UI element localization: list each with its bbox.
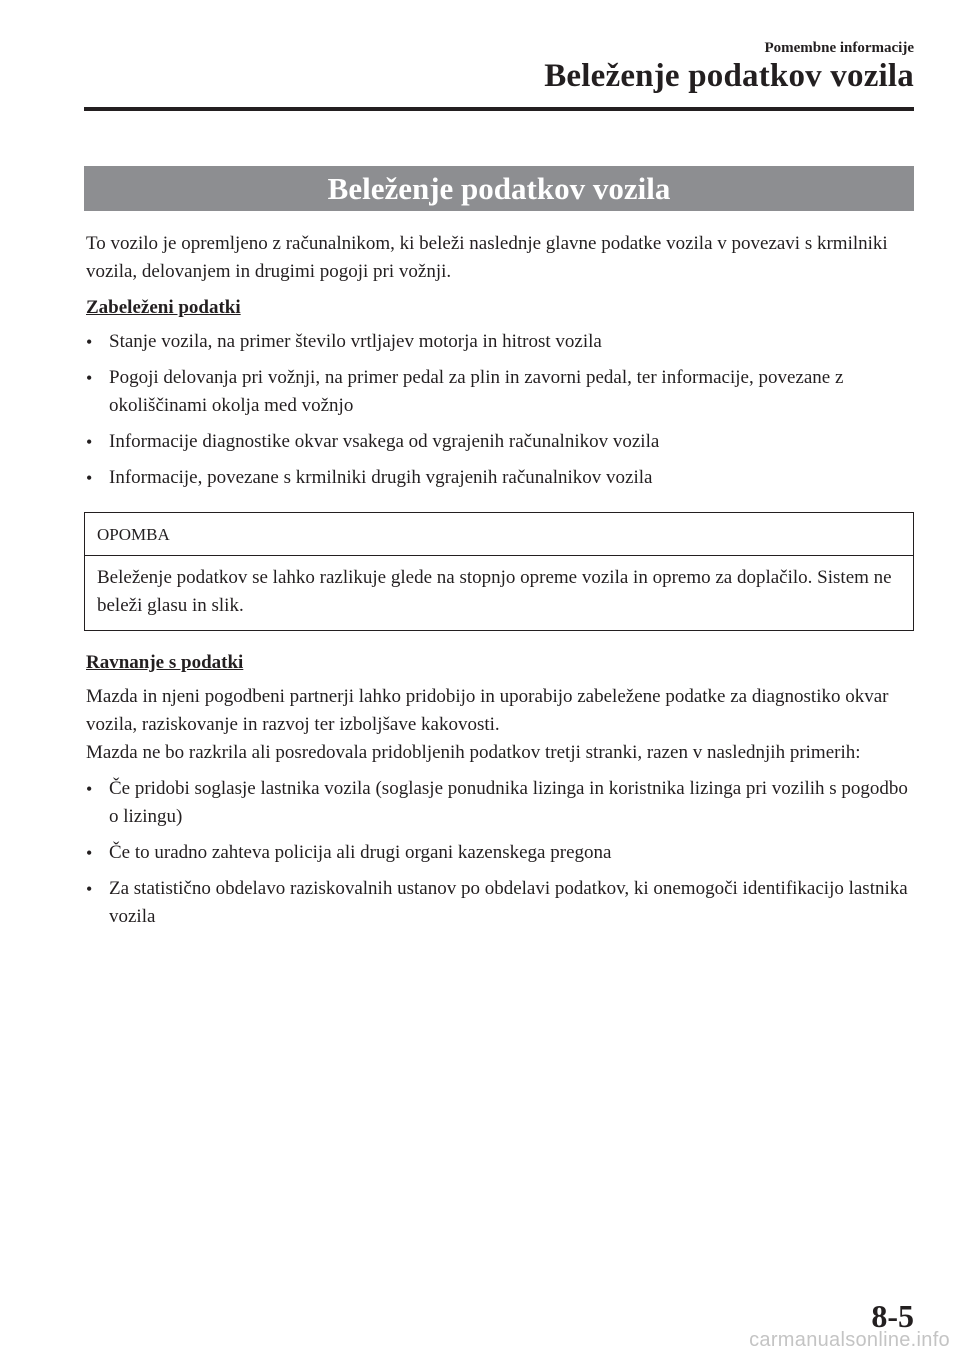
section-label: Pomembne informacije bbox=[764, 40, 914, 56]
bullet-icon: • bbox=[86, 432, 93, 452]
bullet-icon: • bbox=[86, 368, 93, 388]
data-handling-heading: Ravnanje s podatki bbox=[86, 652, 244, 673]
content-body bbox=[86, 230, 912, 939]
bullet-icon: • bbox=[86, 779, 93, 799]
list-item-text: Za statistično obdelavo raziskovalnih ustanov po obdelavi podatkov, ki onemogoči identifikacijo lastnika vozila bbox=[109, 878, 908, 927]
list-item-text: Informacije, povezane s krmilniki drugih vgrajenih računalnikov vozila bbox=[109, 467, 653, 488]
header-divider bbox=[84, 107, 914, 111]
note-text: Beleženje podatkov se lahko razlikuje glede na stopnjo opreme vozila in opremo za doplačilo. Sistem ne beleži glasu in slik. bbox=[97, 567, 892, 616]
list-item bbox=[86, 775, 912, 831]
bullet-icon: • bbox=[86, 879, 93, 899]
intro-paragraph: To vozilo je opremljeno z računalnikom, ki beleži naslednje glavne podatke vozila v povezavi s krmilniki vozila, delovanjem in drugimi pogoji pri vožnji. bbox=[86, 233, 888, 282]
page-title: Beleženje podatkov vozila bbox=[544, 58, 914, 94]
list-item-text: Informacije diagnostike okvar vsakega od vgrajenih računalnikov vozila bbox=[109, 431, 660, 452]
list-item bbox=[86, 328, 912, 356]
recorded-data-list bbox=[86, 328, 912, 492]
note-box bbox=[84, 512, 914, 631]
watermark: carmanualsonline.info bbox=[749, 1329, 950, 1351]
note-label: OPOMBA bbox=[85, 513, 913, 556]
list-item-text: Pogoji delovanja pri vožnji, na primer pedal za plin in zavorni pedal, ter informacije, povezane z okoliščinami okolja med vožnjo bbox=[109, 367, 844, 416]
bullet-icon: • bbox=[86, 332, 93, 352]
list-item-text: Stanje vozila, na primer število vrtljajev motorja in hitrost vozila bbox=[109, 331, 602, 352]
page-number: 8-5 bbox=[871, 1298, 914, 1334]
banner-title: Beleženje podatkov vozila bbox=[327, 170, 671, 206]
list-item-text: Če pridobi soglasje lastnika vozila (soglasje ponudnika lizinga in koristnika lizinga pri vozilih s pogodbo o lizingu) bbox=[109, 778, 908, 827]
bullet-icon: • bbox=[86, 468, 93, 488]
list-item-text: Če to uradno zahteva policija ali drugi organi kazenskega pregona bbox=[109, 842, 612, 863]
list-item bbox=[86, 839, 912, 867]
recorded-data-heading: Zabeleženi podatki bbox=[86, 297, 241, 318]
disclosure-exceptions-list bbox=[86, 775, 912, 931]
list-item bbox=[86, 428, 912, 456]
list-item bbox=[86, 875, 912, 931]
list-item bbox=[86, 464, 912, 492]
handling-paragraph-1: Mazda in njeni pogodbeni partnerji lahko pridobijo in uporabijo zabeležene podatke za diagnostiko okvar vozila, raziskovanje in razvoj ter izboljšave kakovosti. bbox=[86, 686, 889, 735]
bullet-icon: • bbox=[86, 843, 93, 863]
section-banner bbox=[84, 166, 914, 211]
handling-paragraph-2: Mazda ne bo razkrila ali posredovala pridobljenih podatkov tretji stranki, razen v naslednjih primerih: bbox=[86, 742, 861, 763]
list-item bbox=[86, 364, 912, 420]
